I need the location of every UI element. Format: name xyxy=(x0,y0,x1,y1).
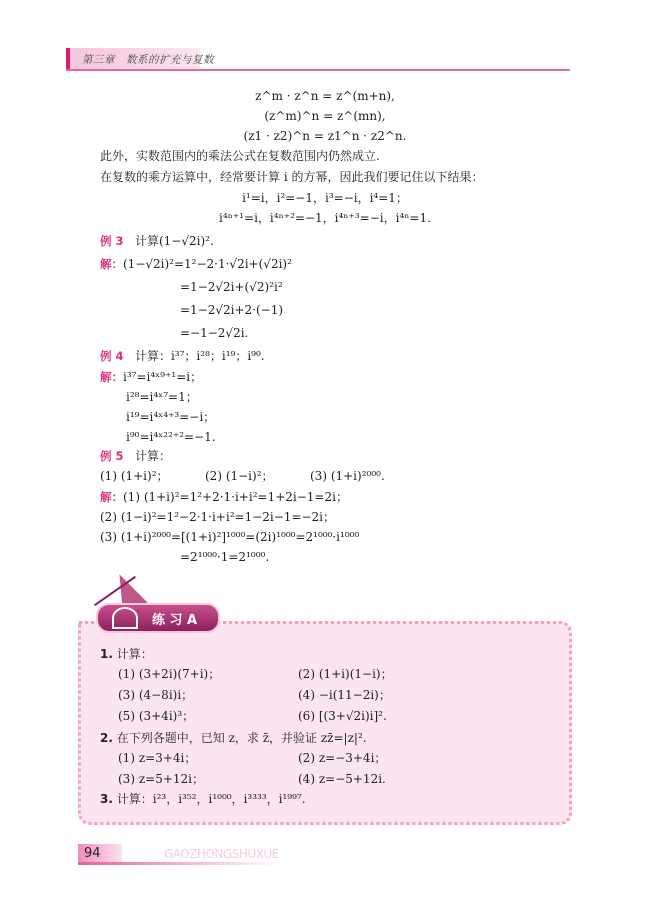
example-5-part-1: (1) (1+i)²； xyxy=(100,469,169,483)
q2-item-4: (4) z=−5+12i. xyxy=(298,772,386,786)
example-3-label: 例 3 xyxy=(100,234,124,248)
exercise-badge xyxy=(96,603,220,633)
powers-row-2: i⁴ⁿ⁺¹=i，i⁴ⁿ⁺²=−1，i⁴ⁿ⁺³=−i，i⁴ⁿ=1. xyxy=(219,211,431,225)
example-5-step-1-line xyxy=(100,489,348,505)
example-4-step-2: i²⁸=i⁴ˣ⁷=1； xyxy=(126,390,198,404)
footer-rule xyxy=(78,862,278,865)
q1-item-6: (6) [(3+√2i)i]². xyxy=(298,709,387,723)
example-5-part-2: (2) (1−i)²； xyxy=(205,469,274,483)
solution-label: 解： xyxy=(100,490,123,504)
example-5-step-1: (1) (1+i)²=1²+2·1·i+i²=1+2i−1=2i； xyxy=(123,490,348,504)
q1-number: 1. xyxy=(100,647,113,661)
paragraph-2: 在复数的乘方运算中，经常要计算 i 的方幂，因此我们要记住以下结果： xyxy=(100,170,484,184)
example-3-question: 计算(1−√2i)². xyxy=(134,234,214,248)
footer-watermark: GAOZHONGSHUXUE xyxy=(164,847,279,861)
q1-text: 计算： xyxy=(116,647,153,661)
exercise-q3 xyxy=(100,791,306,807)
exercise-badge-label: 练 习 A xyxy=(152,613,198,628)
header-rule xyxy=(66,69,570,71)
q1-item-1: (1) (3+2i)(7+i)； xyxy=(118,667,221,681)
example-4-question: 计算：i³⁷；i²⁸；i¹⁹；i⁹⁰. xyxy=(134,349,265,363)
q1-item-2: (2) (1+i)(1−i)； xyxy=(298,667,393,681)
q3-text: 计算：i²³，i³⁵²，i¹⁰⁰⁰，i³³³³，i¹⁹⁹⁷. xyxy=(116,792,306,806)
q2-text: 在下列各题中，已知 z，求 z̄，并验证 zz̄=|z|². xyxy=(116,731,367,745)
example-3-step-1-line xyxy=(100,256,292,272)
page-number: 94 xyxy=(84,846,101,861)
example-3-step-3: =1−2√2i+2·(−1) xyxy=(180,303,284,317)
chapter-header xyxy=(66,48,570,70)
example-3-step-4: =−1−2√2i. xyxy=(180,326,249,340)
example-5-label: 例 5 xyxy=(100,449,124,463)
q2-item-1: (1) z=3+4i； xyxy=(118,751,197,765)
q1-item-5: (5) (3+4i)³； xyxy=(118,709,195,723)
paragraph-1: 此外，实数范围内的乘法公式在复数范围内仍然成立. xyxy=(100,149,380,163)
header-tab xyxy=(70,48,214,70)
example-4-label: 例 4 xyxy=(100,349,124,363)
example-5-part-3: (3) (1+i)²⁰⁰⁰. xyxy=(310,469,385,483)
q2-item-3: (3) z=5+12i； xyxy=(118,772,204,786)
exercise-q2 xyxy=(100,730,367,746)
q3-number: 3. xyxy=(100,792,113,806)
example-5-step-4: =2¹⁰⁰⁰·1=2¹⁰⁰⁰. xyxy=(180,550,270,564)
example-3-step-2: =1−2√2i+(√2)²i² xyxy=(180,280,283,294)
example-4-line xyxy=(100,348,265,364)
solution-label: 解： xyxy=(100,370,123,384)
example-3-line xyxy=(100,233,214,249)
example-4-step-1: i³⁷=i⁴ˣ⁹⁺¹=i； xyxy=(123,370,203,384)
example-3-step-1: (1−√2i)²=1²−2·1·√2i+(√2i)² xyxy=(123,257,292,271)
protractor-icon xyxy=(112,607,138,629)
example-5-line xyxy=(100,448,171,464)
q2-number: 2. xyxy=(100,731,113,745)
example-5-step-3: (3) (1+i)²⁰⁰⁰=[(1+i)²]¹⁰⁰⁰=(2i)¹⁰⁰⁰=2¹⁰⁰⁰·i¹⁰⁰⁰ xyxy=(100,530,360,544)
chapter-title: 第三章 数系的扩充与复数 xyxy=(82,54,214,66)
example-4-step-4: i⁹⁰=i⁴ˣ²²⁺²=−1. xyxy=(126,430,216,444)
solution-label: 解： xyxy=(100,257,123,271)
powers-row-1: i¹=i，i²=−1，i³=−i，i⁴=1； xyxy=(242,191,408,205)
formula-1: z^m · z^n = z^(m+n), xyxy=(255,89,395,103)
formula-2: (z^m)^n = z^(mn), xyxy=(264,109,386,123)
example-4-step-3: i¹⁹=i⁴ˣ⁴⁺³=−i； xyxy=(126,410,216,424)
exercise-q1 xyxy=(100,646,153,662)
example-4-step-1-line xyxy=(100,369,202,385)
formula-3: (z1 · z2)^n = z1^n · z2^n. xyxy=(243,129,407,143)
page-number-tab xyxy=(78,844,122,862)
q2-item-2: (2) z=−3+4i； xyxy=(298,751,387,765)
example-5-question: 计算： xyxy=(134,449,171,463)
example-5-step-2: (2) (1−i)²=1²−2·1·i+i²=1−2i−1=−2i； xyxy=(100,510,335,524)
page-footer xyxy=(78,844,278,864)
q1-item-4: (4) −i(11−2i)； xyxy=(298,688,391,702)
q1-item-3: (3) (4−8i)i； xyxy=(118,688,194,702)
